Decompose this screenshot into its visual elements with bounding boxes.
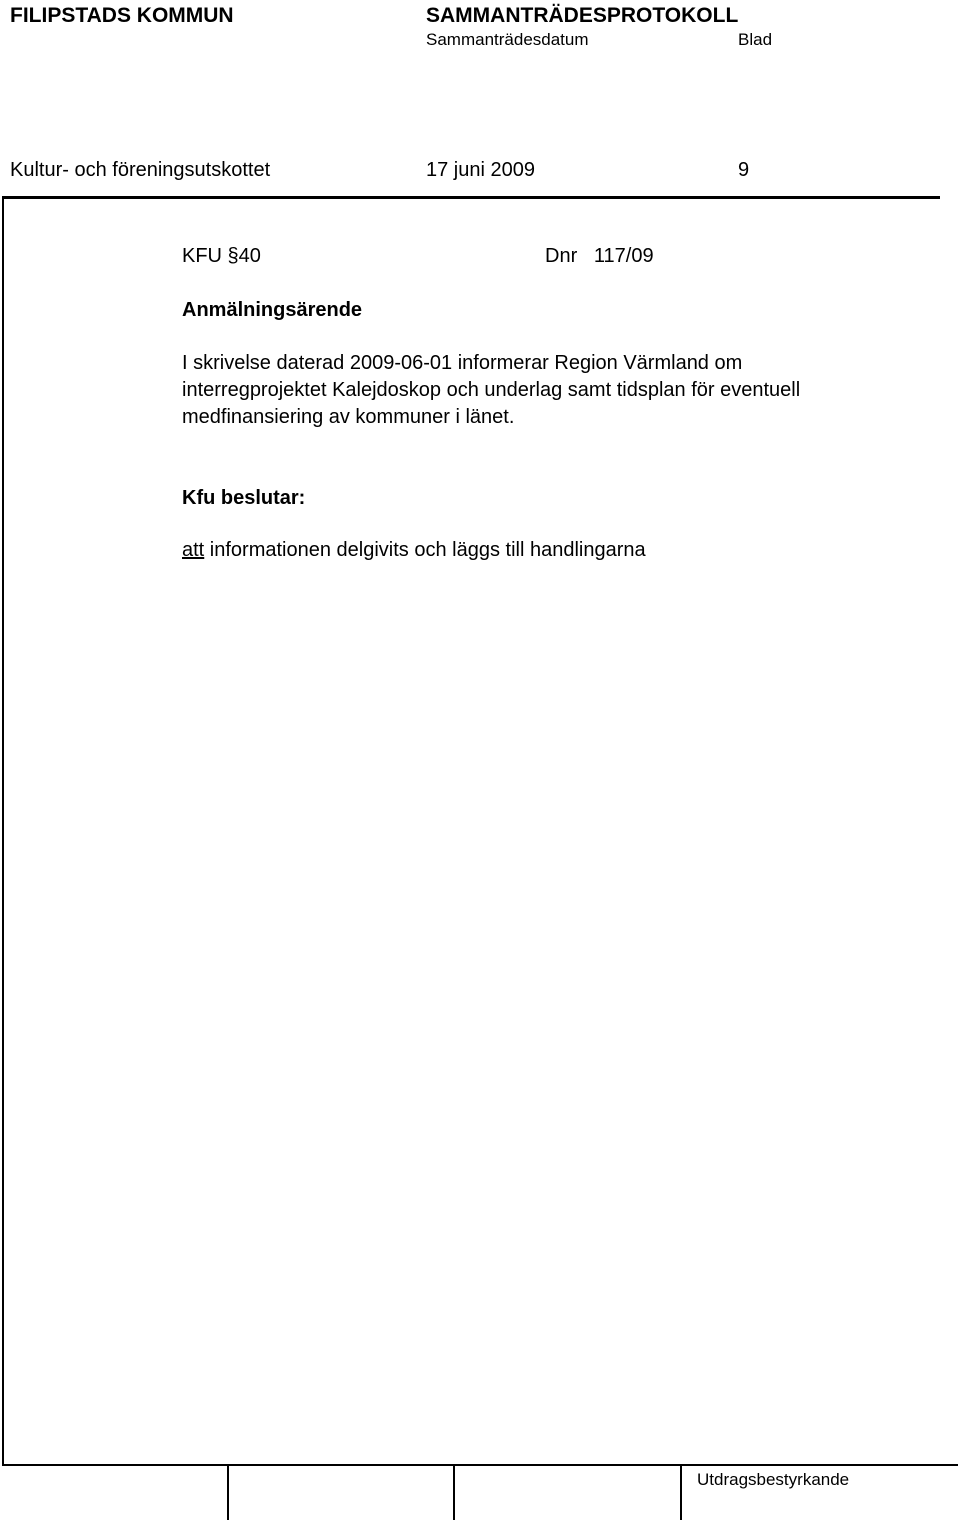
body-line: medfinansiering av kommuner i länet. <box>182 406 515 428</box>
decision-heading: Kfu beslutar: <box>182 487 306 509</box>
footer-divider-2 <box>453 1464 455 1520</box>
document-type: SAMMANTRÄDESPROTOKOLL <box>426 4 739 27</box>
decision-body: informationen delgivits och läggs till handlingarna <box>204 539 646 561</box>
meeting-date: 17 juni 2009 <box>426 159 535 181</box>
page-label: Blad <box>738 30 773 49</box>
body-line: interregprojektet Kalejdoskop och underlag samt tidsplan för eventuell <box>182 379 801 401</box>
frame-top-line <box>2 196 940 199</box>
meeting-date-label: Sammanträdesdatum <box>426 30 589 49</box>
item-heading: Anmälningsärende <box>182 299 363 321</box>
frame-left-line <box>2 196 4 1464</box>
footer-divider-3 <box>680 1464 682 1520</box>
item-reference: KFU §40 <box>182 245 261 267</box>
municipality-name: FILIPSTADS KOMMUN <box>10 4 234 27</box>
footer-top-line <box>2 1464 958 1466</box>
diary-number: Dnr 117/09 <box>545 245 654 267</box>
body-paragraph <box>182 350 800 431</box>
page-number: 9 <box>738 159 750 181</box>
decision-text <box>182 539 646 562</box>
certification-label: Utdragsbestyrkande <box>697 1470 850 1489</box>
footer-divider-1 <box>227 1464 229 1520</box>
decision-att: att <box>182 539 205 561</box>
committee-name: Kultur- och föreningsutskottet <box>10 159 271 181</box>
body-line: I skrivelse daterad 2009-06-01 informerar Region Värmland om <box>182 352 743 374</box>
